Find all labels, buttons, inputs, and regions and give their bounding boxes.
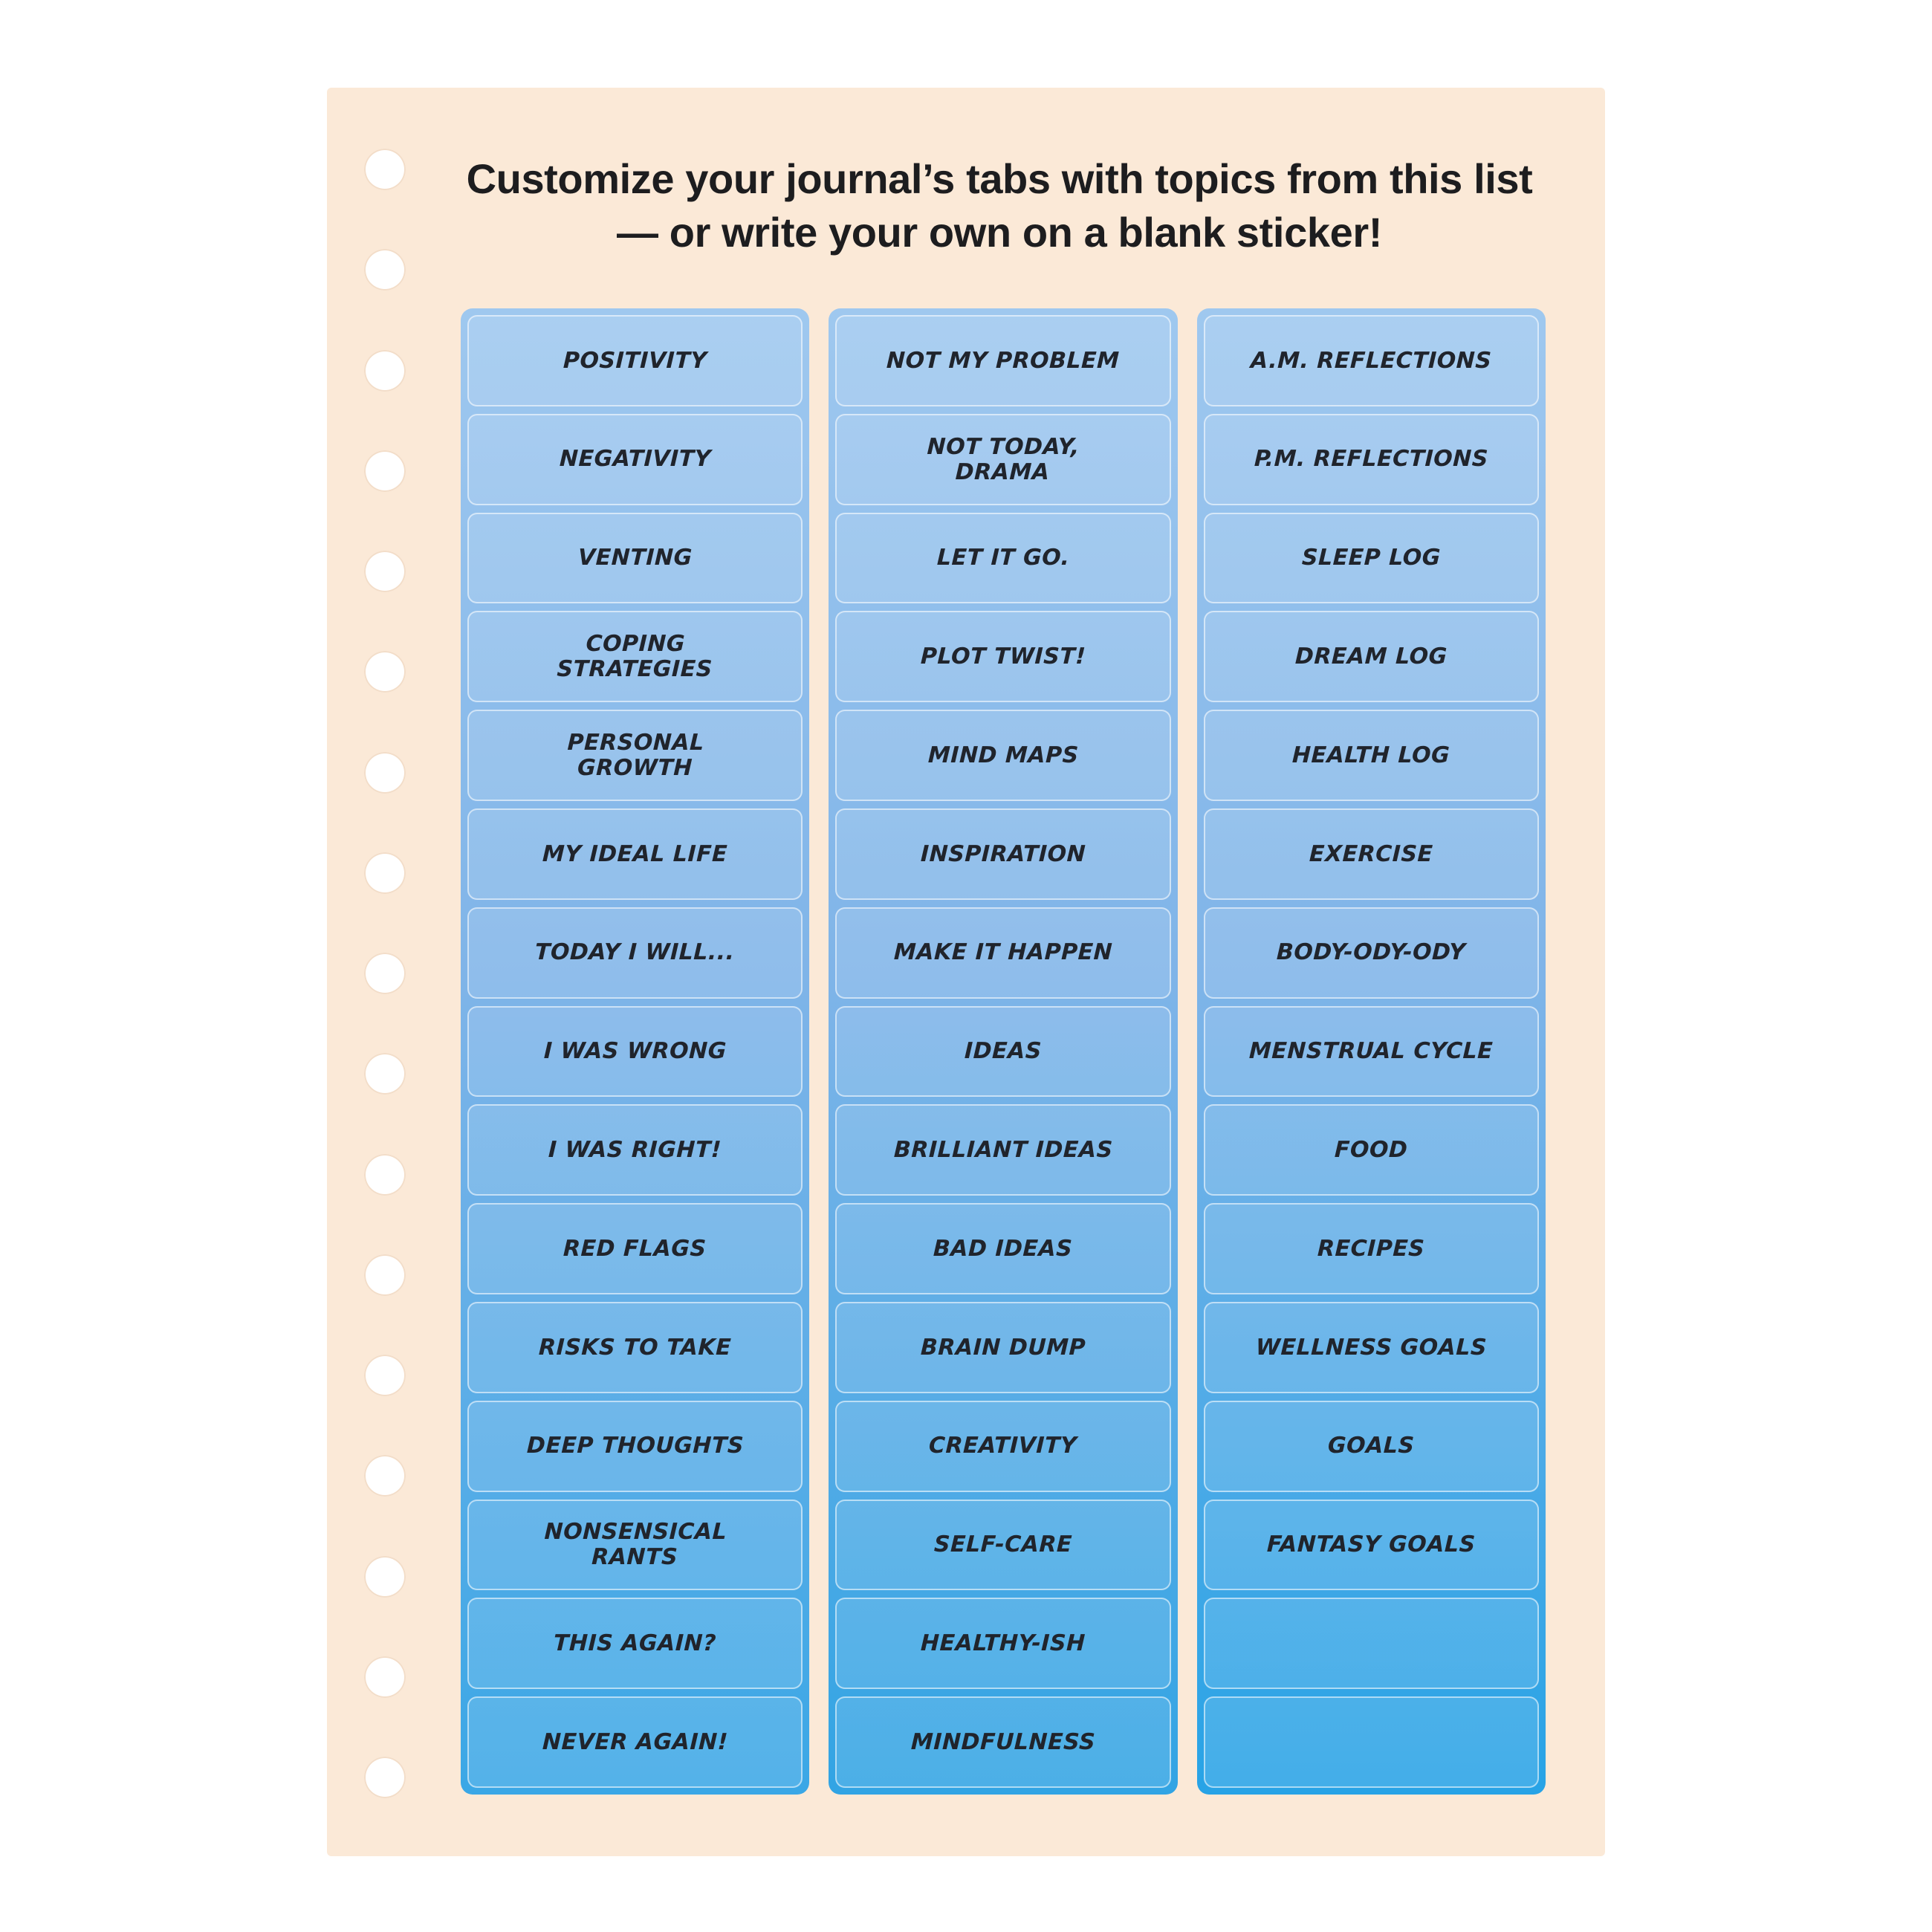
sticker-tab[interactable]	[835, 1302, 1170, 1393]
sticker-tab-label: POSITIVITY	[563, 347, 708, 374]
sticker-tab[interactable]	[835, 1598, 1170, 1689]
sticker-tab-label: MY IDEAL LIFE	[542, 840, 728, 867]
sticker-tab[interactable]	[835, 1104, 1170, 1196]
sticker-tab-label: BRAIN DUMP	[920, 1334, 1086, 1361]
sticker-tab-label: NEVER AGAIN!	[542, 1728, 729, 1755]
sticker-tab-label: COPING STRATEGIES	[556, 631, 713, 682]
sticker-tab[interactable]	[835, 1696, 1170, 1788]
sticker-tab-label: BAD IDEAS	[933, 1235, 1074, 1262]
sticker-tab-label: HEALTH LOG	[1291, 742, 1451, 768]
punch-hole	[364, 1053, 406, 1095]
sticker-tab-label: IDEAS	[964, 1038, 1043, 1065]
sticker-tab-label: RED FLAGS	[563, 1235, 707, 1262]
punch-hole	[364, 149, 406, 190]
sticker-tab[interactable]	[1204, 1203, 1539, 1294]
sticker-tab[interactable]	[1204, 1401, 1539, 1492]
sticker-tab[interactable]	[467, 808, 803, 900]
sticker-tab[interactable]	[1204, 1500, 1539, 1591]
sticker-tab[interactable]	[835, 513, 1170, 604]
sticker-tab-label: NOT MY PROBLEM	[886, 347, 1121, 374]
punch-hole	[364, 551, 406, 592]
sticker-tab-label: FOOD	[1334, 1136, 1409, 1163]
punch-hole	[364, 1757, 406, 1798]
sticker-tab[interactable]	[1204, 808, 1539, 900]
sticker-tab-label: VENTING	[577, 545, 693, 571]
sticker-tab[interactable]	[467, 1006, 803, 1098]
sticker-tab-label: P.M. REFLECTIONS	[1254, 446, 1489, 473]
sticker-tab[interactable]	[467, 1401, 803, 1492]
sticker-tab-label: GOALS	[1327, 1433, 1416, 1459]
punch-hole	[364, 1656, 406, 1698]
sticker-tab[interactable]	[835, 1006, 1170, 1098]
sticker-tab[interactable]	[467, 1598, 803, 1689]
sticker-tab[interactable]	[467, 710, 803, 801]
punch-hole	[364, 1154, 406, 1196]
sticker-tab[interactable]	[1204, 710, 1539, 801]
sticker-tab-label: I WAS RIGHT!	[548, 1136, 722, 1163]
sticker-tab-label: NONSENSICAL RANTS	[543, 1519, 727, 1570]
sticker-tab-label: WELLNESS GOALS	[1255, 1334, 1488, 1361]
sticker-tab[interactable]	[1204, 513, 1539, 604]
punch-hole	[364, 752, 406, 794]
sticker-tab-label: EXERCISE	[1309, 840, 1434, 867]
sticker-tab[interactable]	[467, 1500, 803, 1591]
sticker-tab-label: BODY-ODY-ODY	[1276, 939, 1467, 966]
sticker-tab[interactable]	[467, 1104, 803, 1196]
sticker-tab[interactable]	[467, 1696, 803, 1788]
sticker-tab[interactable]	[835, 315, 1170, 406]
sticker-tab[interactable]	[1204, 414, 1539, 505]
sticker-tab[interactable]	[467, 513, 803, 604]
sticker-tab-label: I WAS WRONG	[543, 1038, 727, 1065]
sticker-tab-label: TODAY I WILL...	[534, 939, 736, 966]
page-title: Customize your journal’s tabs with topics from this list — or write your own on a blank sticker!	[466, 155, 1533, 256]
sticker-tab-label: MIND MAPS	[927, 742, 1079, 768]
sticker-tab-label: MENSTRUAL CYCLE	[1248, 1038, 1494, 1065]
sticker-tab-label: PERSONAL GROWTH	[566, 729, 704, 781]
sticker-tab[interactable]	[467, 414, 803, 505]
sticker-tab[interactable]	[467, 1302, 803, 1393]
sticker-tab-label: SELF-CARE	[933, 1531, 1073, 1558]
sticker-tab-label: NOT TODAY, DRAMA	[927, 433, 1080, 485]
sticker-tab[interactable]	[1204, 1302, 1539, 1393]
sticker-tab[interactable]	[1204, 907, 1539, 999]
sticker-tab-label: DEEP THOUGHTS	[526, 1433, 745, 1459]
sticker-tab[interactable]	[467, 907, 803, 999]
sticker-tab-label: HEALTHY-ISH	[920, 1630, 1086, 1656]
sticker-tab[interactable]	[835, 1203, 1170, 1294]
sticker-tab[interactable]	[835, 907, 1170, 999]
punch-hole	[364, 450, 406, 492]
sticker-tab[interactable]	[467, 1203, 803, 1294]
punch-hole	[364, 651, 406, 693]
sticker-tab-label: INSPIRATION	[920, 840, 1086, 867]
sticker-column-2	[829, 308, 1177, 1795]
sticker-column-3	[1197, 308, 1546, 1795]
sticker-tab-label: RECIPES	[1317, 1235, 1426, 1262]
sticker-tab-label: RISKS TO TAKE	[538, 1334, 732, 1361]
sticker-tab[interactable]	[467, 611, 803, 702]
sticker-tab-label: LET IT GO.	[936, 545, 1070, 571]
sticker-tab-label: CREATIVITY	[928, 1433, 1078, 1459]
punch-hole	[364, 350, 406, 392]
punch-hole	[364, 953, 406, 994]
sticker-tab[interactable]	[835, 414, 1170, 505]
sticker-tab-label: SLEEP LOG	[1301, 545, 1442, 571]
sticker-tab-label: THIS AGAIN?	[553, 1630, 717, 1656]
punch-hole	[364, 1455, 406, 1497]
sticker-tab-label: BRILLIANT IDEAS	[893, 1136, 1113, 1163]
sticker-tab[interactable]	[1204, 1104, 1539, 1196]
punch-hole	[364, 1355, 406, 1396]
punch-hole-strip	[355, 149, 415, 1798]
sticker-tab-label: MINDFULNESS	[910, 1728, 1096, 1755]
sticker-tab[interactable]	[467, 315, 803, 406]
punch-hole	[364, 852, 406, 894]
sticker-tab-label: MAKE IT HAPPEN	[893, 939, 1113, 966]
sticker-tab[interactable]	[835, 611, 1170, 702]
sticker-tab[interactable]	[835, 710, 1170, 801]
sticker-tab[interactable]	[1204, 315, 1539, 406]
blank-sticker-tab[interactable]	[1204, 1598, 1539, 1689]
sticker-tab-label: DREAM LOG	[1294, 643, 1448, 670]
sticker-tab[interactable]	[835, 1401, 1170, 1492]
punch-hole	[364, 1254, 406, 1296]
punch-hole	[364, 249, 406, 291]
sticker-tab-label: PLOT TWIST!	[920, 643, 1086, 670]
sticker-tab[interactable]	[835, 1500, 1170, 1591]
sticker-columns	[461, 308, 1546, 1795]
sticker-tab[interactable]	[1204, 611, 1539, 702]
sticker-tab-label: A.M. REFLECTIONS	[1250, 347, 1493, 374]
sticker-column-1	[461, 308, 809, 1795]
blank-sticker-tab[interactable]	[1204, 1696, 1539, 1788]
sticker-tab[interactable]	[1204, 1006, 1539, 1098]
punch-hole	[364, 1556, 406, 1598]
sticker-tab-label: NEGATIVITY	[559, 446, 712, 473]
sticker-tab[interactable]	[835, 808, 1170, 900]
sticker-tab-label: FANTASY GOALS	[1266, 1531, 1476, 1558]
